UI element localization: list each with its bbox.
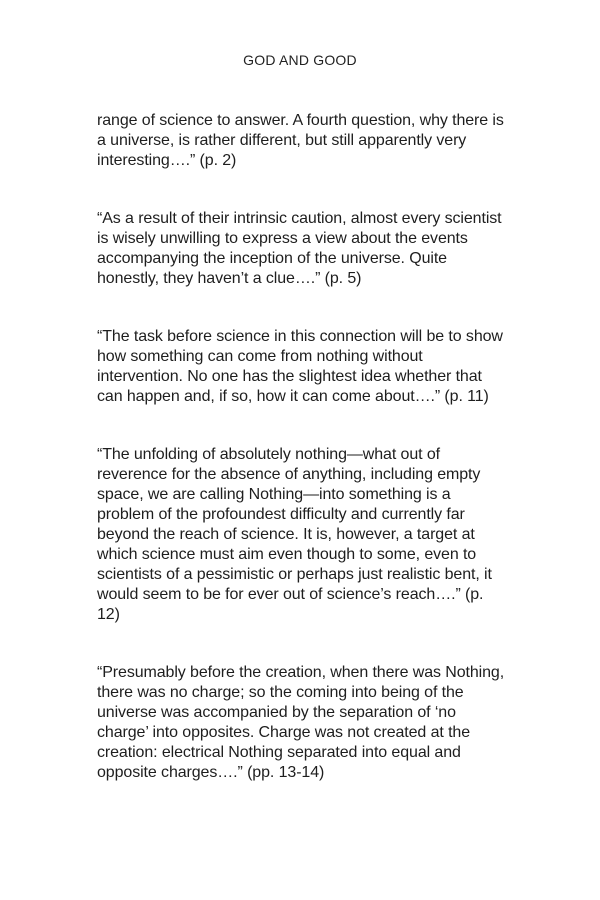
quote-paragraph: “The unfolding of absolutely nothing—what out of reverence for the absence of anything, including empty space, we are calling Nothing—into something is a problem of the profoundest difficulty and currently far beyond the reach of science. It is, however, a target at which science must aim even though to some, even to scientists of a pessimistic or perhaps just realistic bent, it would seem to be for ever out of science’s reach….” (p. 12) xyxy=(97,446,492,623)
quote-paragraph: “Presumably before the creation, when there was Nothing, there was no charge; so the coming into being of the universe was accompanied by the separation of ‘no charge’ into opposites. Charge was not created at the creation: electrical Nothing separated into equal and opposite charges….” (pp. 13-14) xyxy=(97,664,505,781)
quote-paragraph: “As a result of their intrinsic caution, almost every scientist is wisely unwilling to express a view about the events accompanying the inception of the universe. Quite honestly, they haven’t a clue….” (p. 5) xyxy=(97,210,502,287)
running-title: GOD AND GOOD xyxy=(243,52,357,68)
quote-paragraph: range of science to answer. A fourth question, why there is a universe, is rather different, but still apparently very interesting….” (p. 2) xyxy=(97,112,504,169)
page-body xyxy=(97,111,507,783)
quote-paragraph: “The task before science in this connection will be to show how something can come from nothing without intervention. No one has the slightest idea whether that can happen and, if so, how it can come about….” (p. 11) xyxy=(97,328,503,405)
